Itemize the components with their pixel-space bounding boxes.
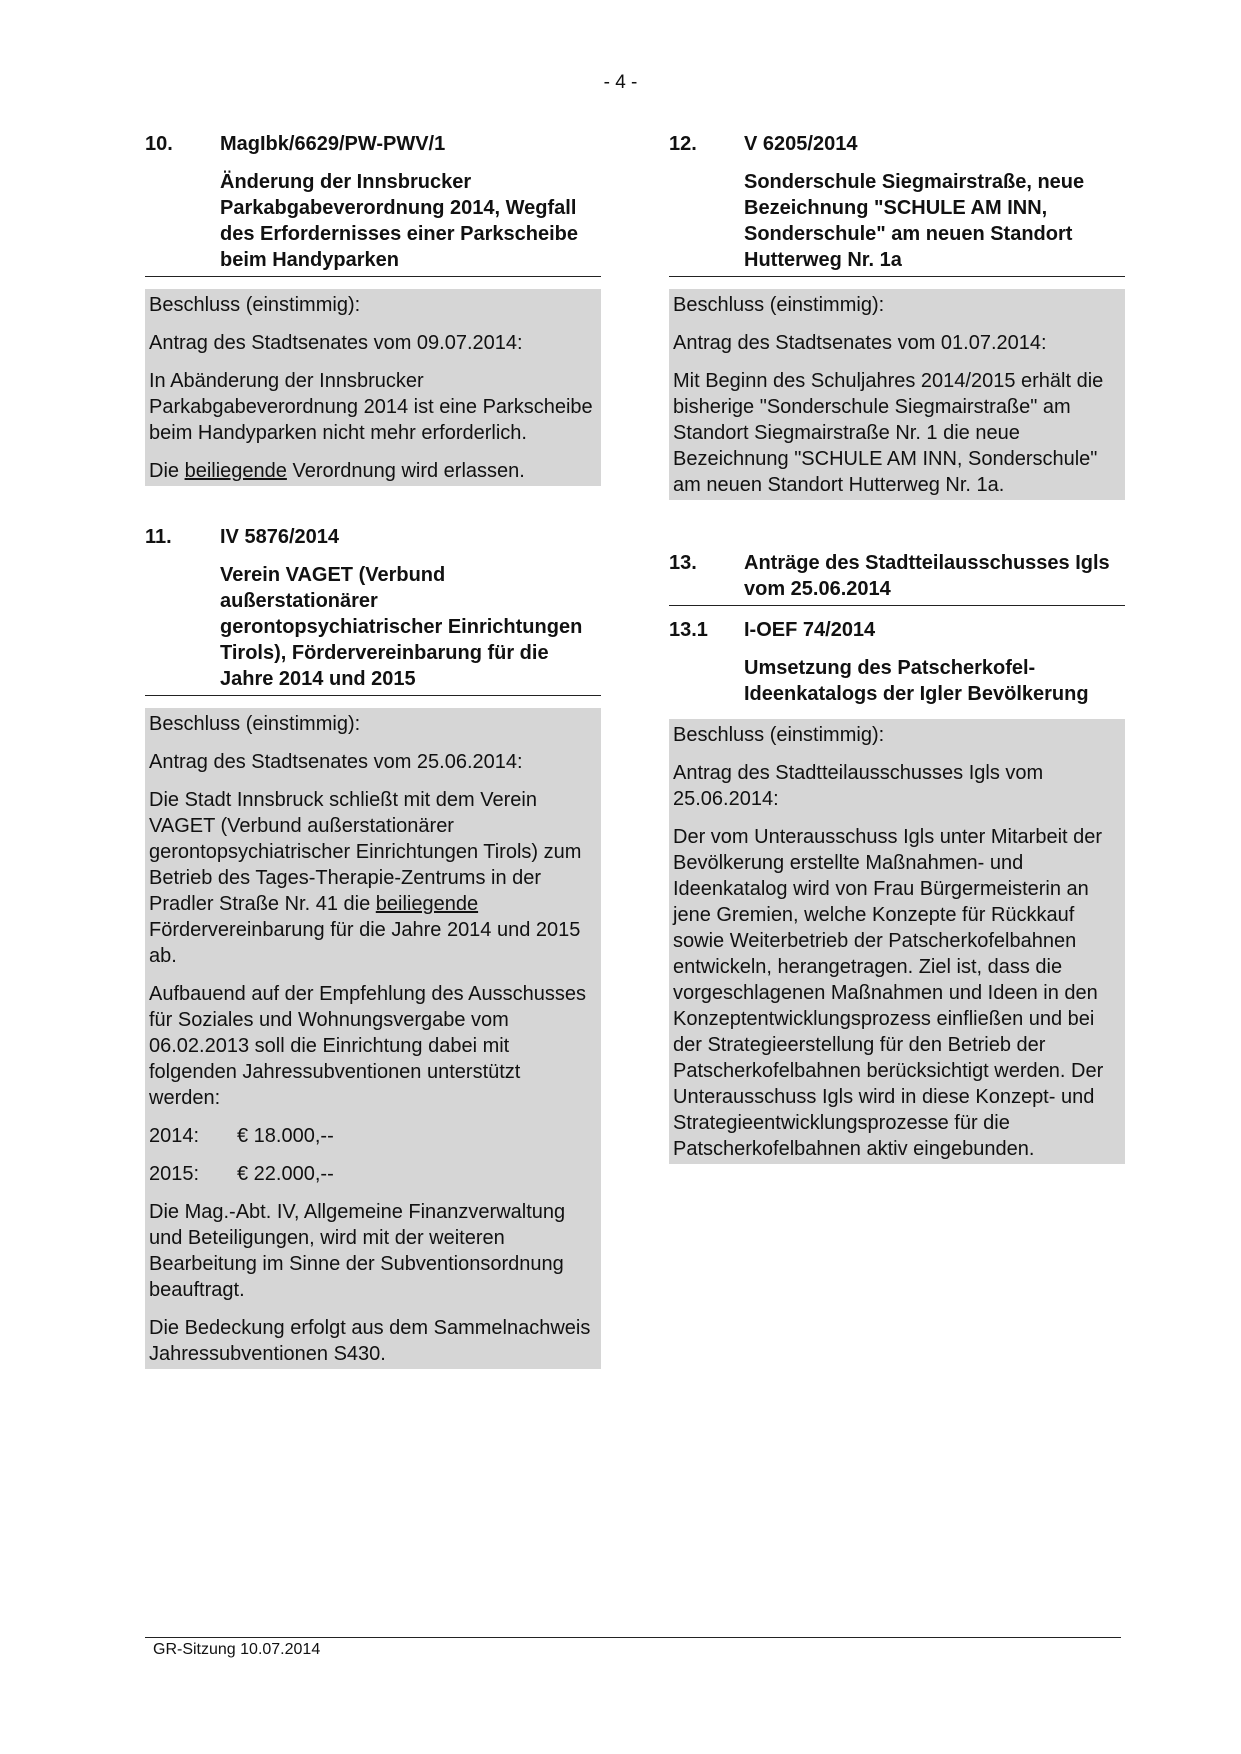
motion-label: Antrag des Stadtteilausschusses Igls vom 25.06.2014: [673, 762, 1044, 810]
subitem-number: 13.1 [669, 619, 708, 641]
item-text: Aufbauend auf der Empfehlung des Ausschusses für Soziales und Wohnungsvergabe vom 06.02.2013 soll die Einrichtung dabei mit folgenden Jahressubventionen unterstützt werden: [149, 983, 586, 1109]
motion-label: Antrag des Stadtsenates vom 09.07.2014: [149, 332, 523, 354]
subsidy-year: 2015: [149, 1163, 200, 1185]
item-text: Die Bedeckung erfolgt aus dem Sammelnachweis Jahressubventionen S430. [149, 1317, 591, 1365]
page-number: - 4 - [603, 72, 638, 93]
item-code: MagIbk/6629/PW-PWV/1 [220, 133, 446, 155]
item-header [145, 131, 601, 277]
item-header [145, 524, 601, 696]
decision-label: Beschluss (einstimmig): [149, 713, 361, 735]
item-text: Die Mag.-Abt. IV, Allgemeine Finanzverwaltung und Beteiligungen, wird mit der weiteren Bearbeitung im Sinne der Subventionsordnung beauftragt. [149, 1201, 566, 1301]
item-content [145, 289, 601, 486]
decision-label: Beschluss (einstimmig): [673, 724, 885, 746]
item-title: Anträge des Stadtteilausschusses Igls vom 25.06.2014 [744, 552, 1110, 600]
right-column [669, 131, 1125, 1202]
item-text: Die beiliegende Verordnung wird erlassen. [149, 460, 525, 482]
decision-label: Beschluss (einstimmig): [149, 294, 361, 316]
agenda-item-13 [669, 550, 1125, 1164]
item-text: In Abänderung der Innsbrucker Parkabgabeverordnung 2014 ist eine Parkscheibe beim Handyparken nicht mehr erforderlich. [149, 370, 593, 444]
subsidy-year: 2014: [149, 1125, 200, 1147]
page-footer [145, 1637, 1121, 1659]
item-text: Der vom Unterausschuss Igls unter Mitarbeit der Bevölkerung erstellte Maßnahmen- und Ideenkatalog wird von Frau Bürgermeisterin an jene Gremien, welche Konzepte für Rückkauf sowie Weiterbetrieb der Patscherkofelbahnen entwickeln, herangetragen. Ziel ist, dass die vorgeschlagenen Maßnahmen und Ideen in den Konzeptentwicklungsprozess einfließen und bei der Strategieerstellung für den Betrieb der Patscherkofelbahnen berücksichtigt werden. Der Unterausschuss Igls wird in diese Konzept- und Strategieentwicklungsprozesse für die Patscherkofelbahnen aktiv eingebunden. [673, 826, 1104, 1160]
subitem-header [669, 617, 1125, 710]
item-code: IV 5876/2014 [220, 526, 339, 548]
subitem-code: I-OEF 74/2014 [744, 619, 876, 641]
item-content [145, 708, 601, 1369]
item-title: Sonderschule Siegmairstraße, neue Bezeichnung "SCHULE AM INN, Sonderschule" am neuen Standort Hutterweg Nr. 1a [744, 171, 1085, 271]
item-title: Änderung der Innsbrucker Parkabgabeverordnung 2014, Wegfall des Erfordernisses einer Parkscheibe beim Handyparken [220, 171, 578, 271]
item-content [669, 289, 1125, 500]
item-header [669, 131, 1125, 277]
item-text: Die Stadt Innsbruck schließt mit dem Verein VAGET (Verbund außerstationärer gerontopsychiatrischer Einrichtungen Tirols) zum Betrieb des Tages-Therapie-Zentrums in der Pradler Straße Nr. 41 die beiliegende Fördervereinbarung für die Jahre 2014 und 2015 ab. [149, 789, 582, 967]
agenda-item-12 [669, 131, 1125, 500]
item-header [669, 550, 1125, 606]
attachment-link[interactable]: beiliegende [375, 893, 479, 915]
item-text: Mit Beginn des Schuljahres 2014/2015 erhält die bisherige "Sonderschule Siegmairstraße" am Standort Siegmairstraße Nr. 1 die neue Bezeichnung "SCHULE AM INN, Sonderschule" am neuen Standort Hutterweg Nr. 1a. [673, 370, 1104, 496]
attachment-link[interactable]: beiliegende [184, 460, 287, 482]
motion-label: Antrag des Stadtsenates vom 01.07.2014: [673, 332, 1047, 354]
item-code: V 6205/2014 [744, 133, 858, 155]
footer-text: GR-Sitzung 10.07.2014 [153, 1641, 321, 1658]
agenda-item-11 [145, 524, 601, 1369]
agenda-item-10 [145, 131, 601, 486]
item-number: 11. [145, 526, 172, 548]
subitem-content [669, 719, 1125, 1164]
motion-label: Antrag des Stadtsenates vom 25.06.2014: [149, 751, 523, 773]
item-title: Verein VAGET (Verbund außerstationärer gerontopsychiatrischer Einrichtungen Tirols), Fördervereinbarung für die Jahre 2014 und 2015 [220, 564, 583, 690]
subsidy-amount: € 18.000,-- [237, 1125, 334, 1147]
subitem-title: Umsetzung des Patscherkofel-Ideenkatalogs der Igler Bevölkerung [744, 657, 1089, 705]
subsidy-row [149, 1161, 597, 1187]
left-column [145, 131, 601, 1407]
subsidy-amount: € 22.000,-- [237, 1163, 334, 1185]
subsidy-row [149, 1123, 597, 1149]
item-number: 13. [669, 552, 697, 574]
item-number: 12. [669, 133, 697, 155]
item-number: 10. [145, 133, 173, 155]
decision-label: Beschluss (einstimmig): [673, 294, 885, 316]
